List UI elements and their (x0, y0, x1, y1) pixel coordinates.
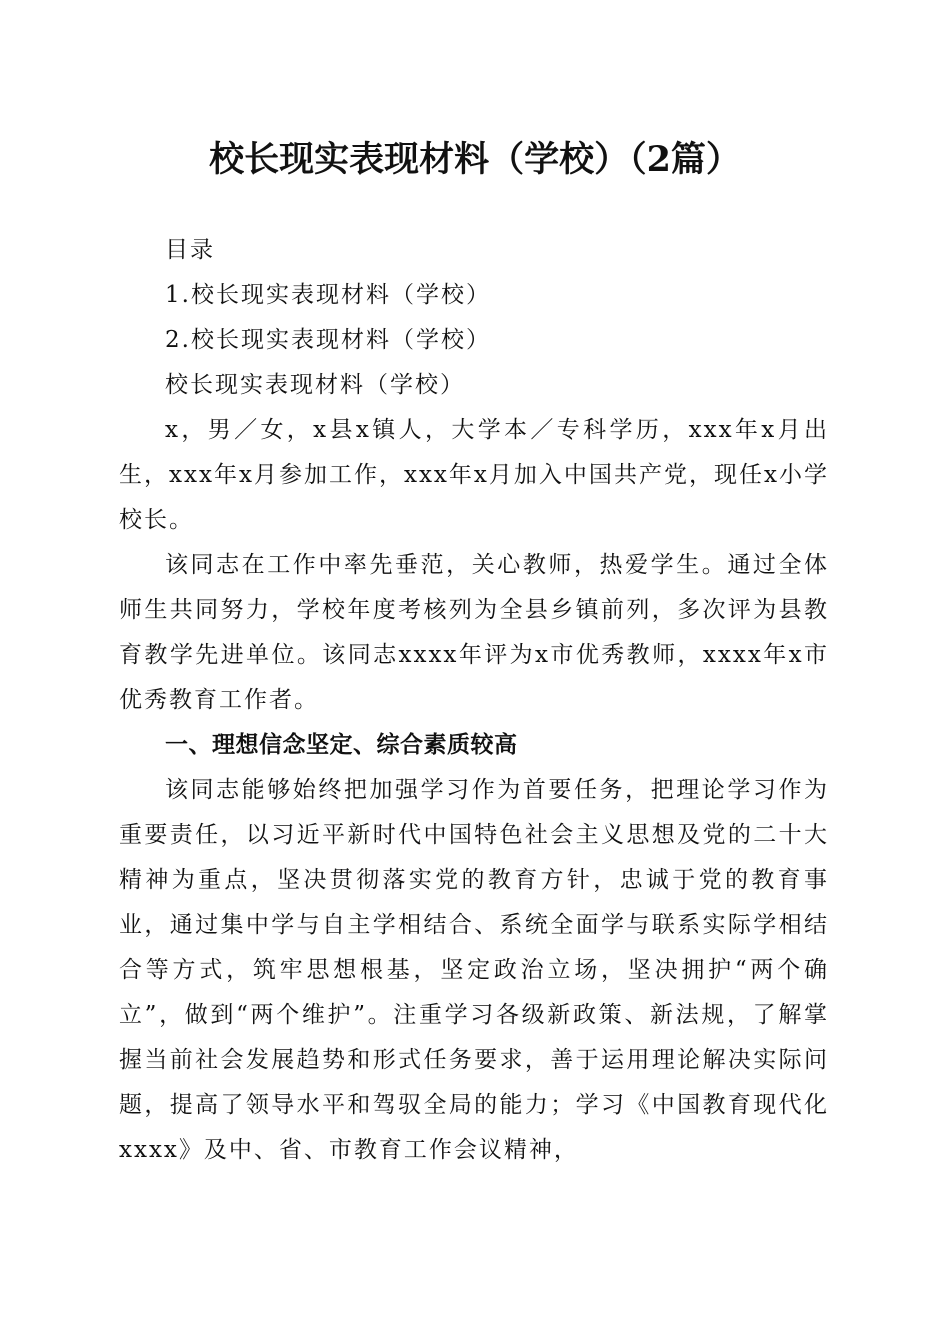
toc-heading: 目录 (165, 237, 215, 263)
section-title: 校长现实表现材料（学校） (165, 372, 465, 398)
paragraph-study: 该同志能够始终把加强学习作为首要任务，把理论学习作为重要责任，以习近平新时代中国特色社会主义思想及党的二十大精神为重点，坚决贯彻落实党的教育方针，忠诚于党的教育事业，通过集中学与自主学相结合、系统全面学与联系实际学相结合等方式，筑牢思想根基，坚定政治立场，坚决拥护“两个确立”，做到“两个维护”。注重学习各级新政策、新法规，了解掌握当前社会发展趋势和形式任务要求，善于运用理论解决实际问题，提高了领导水平和驾驭全局的能力；学习《中国教育现代化xxxx》及中、省、市教育工作会议精神， (119, 777, 829, 1163)
subsection-heading-1: 一、理想信念坚定、综合素质较高 (165, 732, 518, 758)
document-title: 校长现实表现材料（学校）（2篇） (209, 139, 741, 180)
paragraph-summary: 该同志在工作中率先垂范，关心教师，热爱学生。通过全体师生共同努力，学校年度考核列为全县乡镇前列，多次评为县教育教学先进单位。该同志xxxx年评为x市优秀教师，xxxx年x市优秀教育工作者。 (119, 552, 829, 713)
toc-item-2: 2.校长现实表现材料（学校） (165, 327, 491, 353)
document-body (119, 228, 829, 1173)
toc-item-1: 1.校长现实表现材料（学校） (165, 282, 491, 308)
paragraph-profile: x，男／女，x县x镇人，大学本／专科学历，xxx年x月出生，xxx年x月参加工作，xxx年x月加入中国共产党，现任x小学校长。 (119, 417, 829, 533)
